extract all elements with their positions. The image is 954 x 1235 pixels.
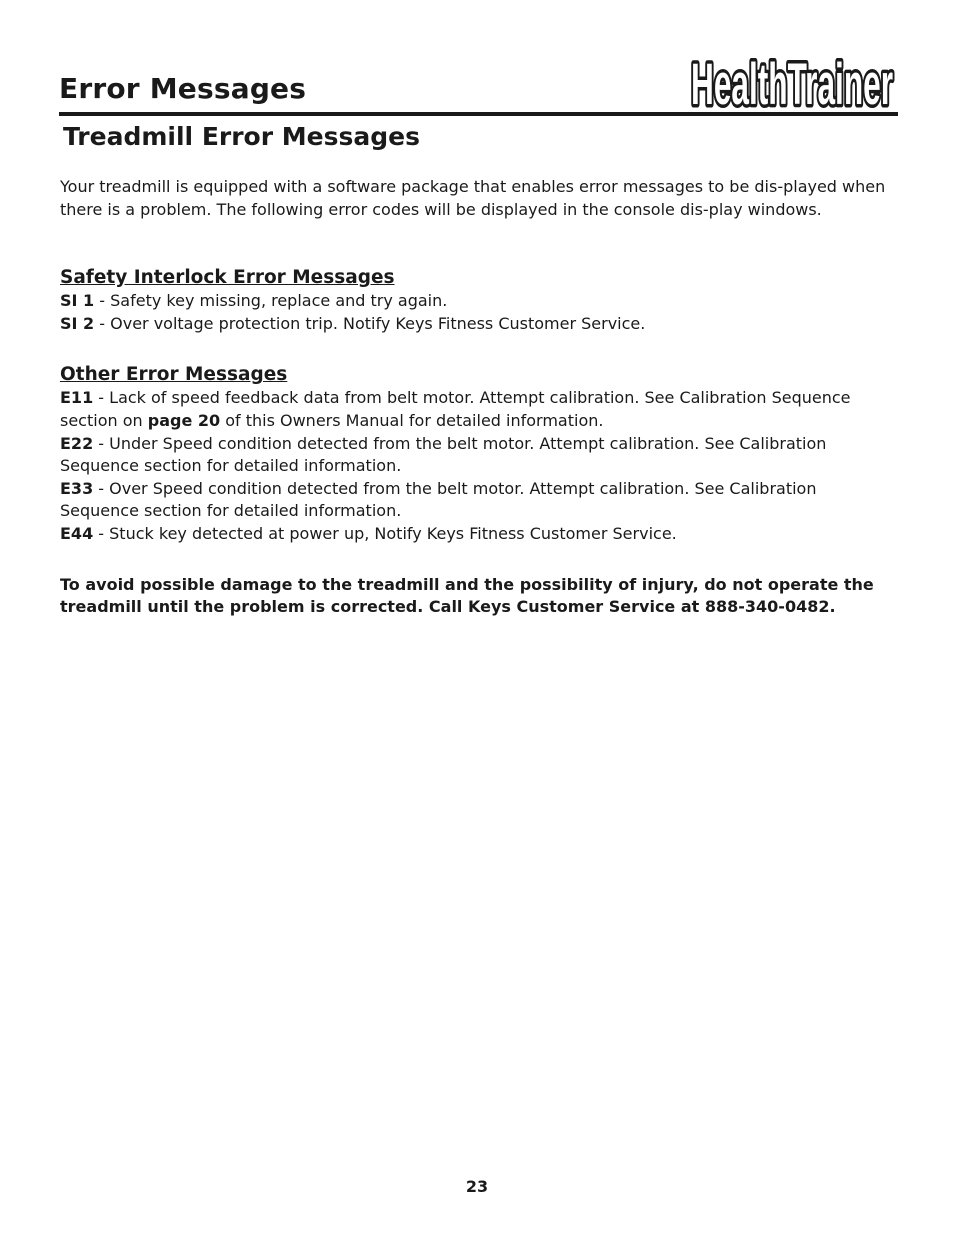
- intro-paragraph: Your treadmill is equipped with a software package that enables error messages to be dis-played when there is a problem. The following error codes will be displayed in the console dis-play windows.: [60, 177, 886, 219]
- page-header: [59, 48, 898, 116]
- error-item-e44: [60, 523, 900, 546]
- error-code: E11: [60, 388, 94, 408]
- page-reference: page 20: [147, 410, 221, 430]
- error-description: - Stuck key detected at power up, Notify Keys Fitness Customer Service.: [93, 523, 677, 543]
- error-item-e11: [60, 387, 900, 432]
- error-item-e33: [60, 478, 900, 523]
- error-code: E22: [60, 433, 94, 453]
- page-title: Error Messages: [59, 72, 307, 105]
- error-item-e22: [60, 433, 900, 478]
- svg-text:HealthTrainer: HealthTrainer: [691, 52, 893, 110]
- document-body: [60, 176, 900, 619]
- safety-interlock-section: [60, 266, 900, 335]
- svg-text:HealthTrainer: HealthTrainer: [691, 52, 893, 110]
- error-code: SI 1: [60, 291, 95, 311]
- error-description: - Under Speed condition detected from the belt motor. Attempt calibration. See Calibration Sequence section for detailed information.: [60, 433, 827, 476]
- error-item-si1: [60, 290, 900, 313]
- healthtrainer-logo: [686, 52, 898, 110]
- error-code: E33: [60, 478, 94, 498]
- error-description-end: of this Owners Manual for detailed information.: [220, 410, 604, 430]
- error-code: SI 2: [60, 313, 95, 333]
- other-errors-section: [60, 363, 900, 545]
- error-description: - Lack of speed feedback data from belt motor. Attempt calibration. See Calibration Sequence section on: [60, 388, 851, 430]
- error-description: - Over Speed condition detected from the belt motor. Attempt calibration. See Calibration Sequence section for detailed information.: [60, 478, 817, 521]
- error-code: E44: [60, 523, 94, 543]
- safety-warning: To avoid possible damage to the treadmill and the possibility of injury, do not operate the treadmill until the problem is corrected. Call Keys Customer Service at 888-340-0482.: [60, 574, 874, 617]
- header-rule: [59, 112, 898, 116]
- error-item-si2: [60, 313, 900, 336]
- section-title: Treadmill Error Messages: [63, 122, 420, 151]
- safety-interlock-heading: Safety Interlock Error Messages: [60, 267, 395, 289]
- error-description: - Safety key missing, replace and try again.: [94, 291, 448, 311]
- other-errors-heading: Other Error Messages: [60, 364, 288, 386]
- page-number: 23: [465, 1177, 489, 1196]
- error-description: - Over voltage protection trip. Notify Keys Fitness Customer Service.: [94, 313, 646, 333]
